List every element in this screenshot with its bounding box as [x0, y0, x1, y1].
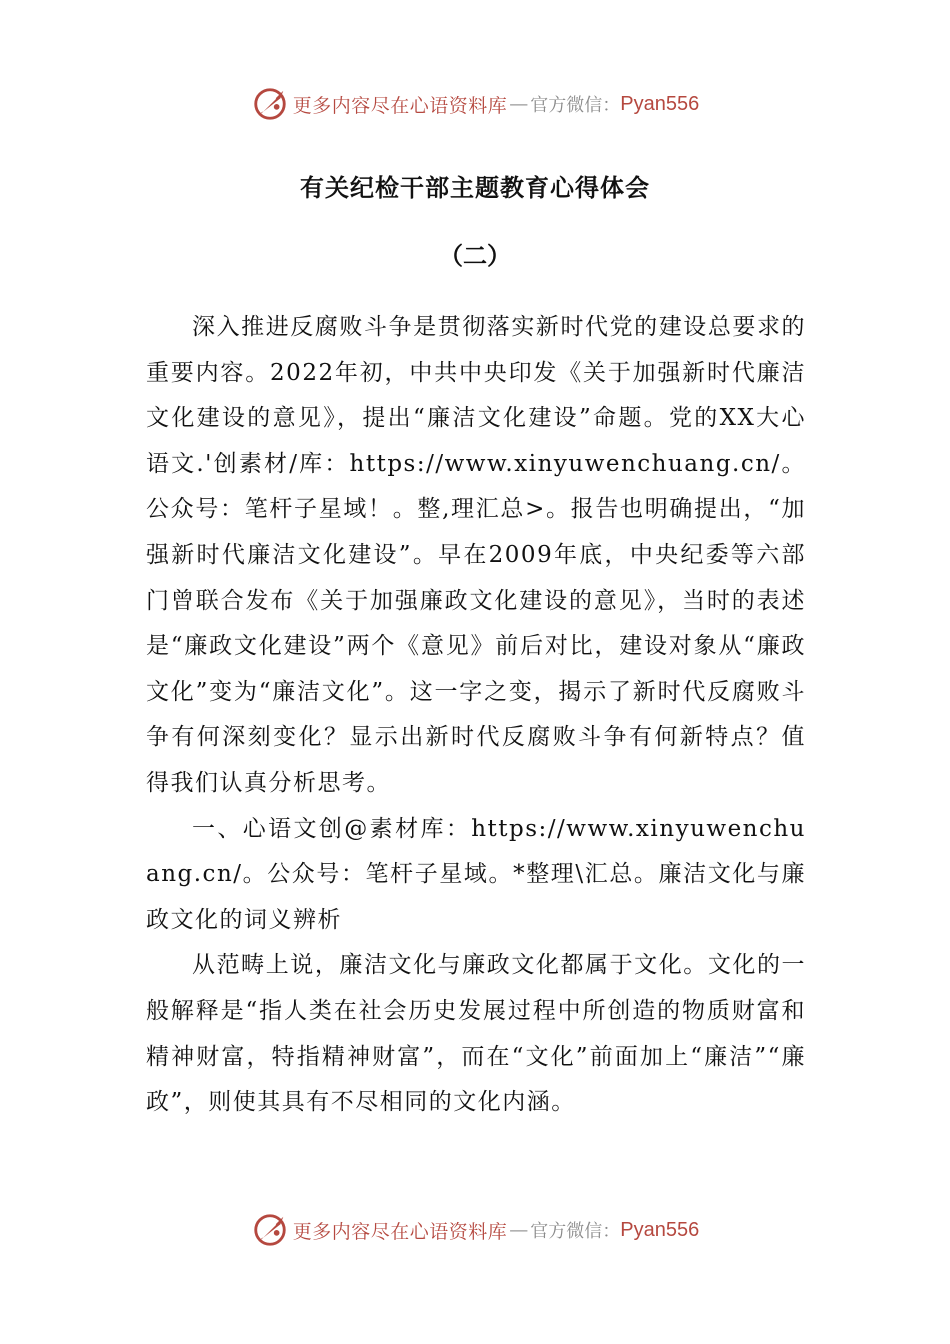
document-body	[146, 305, 806, 1126]
quill-logo-icon	[251, 1211, 289, 1249]
document-subtitle: （二）	[439, 242, 511, 270]
watermark-banner-top	[0, 82, 950, 126]
watermark-wechat-id: Pyan556	[620, 92, 700, 115]
watermark-official-label: 官方微信：	[530, 95, 621, 116]
watermark-dash: —	[509, 93, 529, 115]
watermark-official-label: 官方微信：	[530, 1221, 621, 1242]
paragraph-1: 深入推进反腐败斗争是贯彻落实新时代党的建设总要求的重要内容。2022年初，中共中央印发《关于加强新时代廉洁文化建设的意见》，提出“廉洁文化建设”命题。党的XX大心语文.'创素材/库：https://www.xinyuwenchuang.cn/。公众号：笔杆子星域！。整,理汇总>。报告也明确提出，“加强新时代廉洁文化建设”。早在2009年底，中央纪委等六部门曾联合发布《关于加强廉政文化建设的意见》，当时的表述是“廉政文化建设”两个《意见》前后对比，建设对象从“廉政文化”变为“廉洁文化”。这一字之变，揭示了新时代反腐败斗争有何深刻变化？显示出新时代反腐败斗争有何新特点？值得我们认真分析思考。	[146, 314, 806, 796]
paragraph-3: 从范畴上说，廉洁文化与廉政文化都属于文化。文化的一般解释是“指人类在社会历史发展过程中所创造的物质财富和精神财富，特指精神财富”，而在“文化”前面加上“廉洁”“廉政”，则使其具有不尽相同的文化内涵。	[146, 952, 806, 1116]
watermark-text: 更多内容尽在心语资料库	[292, 94, 508, 117]
watermark-wechat-id: Pyan556	[620, 1218, 700, 1241]
paragraph-2: 一、心语文创@素材库：https://www.xinyuwenchuang.cn/。公众号：笔杆子星域。*整理\汇总。廉洁文化与廉政文化的词义辨析	[146, 815, 806, 933]
watermark-text: 更多内容尽在心语资料库	[292, 1220, 508, 1243]
document-title: 有关纪检干部主题教育心得体会	[300, 174, 650, 202]
watermark-dash: —	[509, 1219, 529, 1241]
quill-logo-icon	[251, 85, 289, 123]
watermark-banner-bottom	[0, 1208, 950, 1252]
